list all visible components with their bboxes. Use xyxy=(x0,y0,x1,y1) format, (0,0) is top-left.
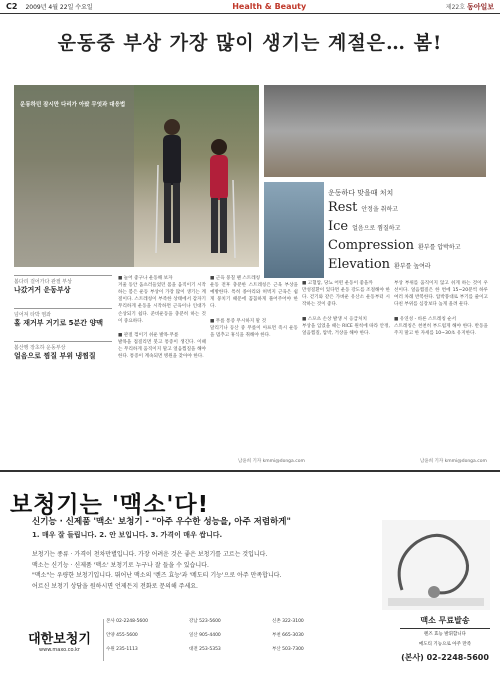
feature-line: 메도티 기능으로 아주 만족 xyxy=(418,641,472,647)
section-name: Health & Beauty xyxy=(232,2,307,11)
brand-url[interactable]: www.maxo.co.kr xyxy=(39,646,80,653)
contact-item: 본사 02-2248-5600 xyxy=(106,619,149,624)
article-column-1: ■ 늘어 좋구나 운동해 보자 겨울 동안 움츠러들었던 몸을 움직이기 시작하는 봄은 운동 부상이 가장 많이 생기는 계절이다. 스트레칭이 부족한 상태에서 갑자기 무리하게 운동을 시작하면 근육이나 인대가 손상되기 쉽다. 준비운동을 충분히 하는 것이 중요하다. ■ 관절 꺾이기 쉬운 발목·무릎 발목을 접질리면 붓고 통증이 생긴다. 이때는 무리하게 움직이지 말고 얼음찜질을 해야 한다. 통증이 계속되면 병원을 찾아야 한다. xyxy=(118,276,206,360)
photo-caption: 운동하던 잠시만 다리가 아팠 무엇과 대응법 xyxy=(20,102,126,108)
contact-item: 부천 665-3030 xyxy=(272,633,304,638)
contact-item: 부산 503-7300 xyxy=(272,647,304,652)
main-photo xyxy=(14,85,259,267)
article-column-3: ■ 고혈압, 당뇨 어떤 운동이 좋을까 만성질환이 있다면 운동 강도를 조절해야 한다. 걷기와 같은 가벼운 유산소 운동부터 시작하는 것이 좋다. ■ 스포츠 손상 발생 시 응급처치 부상을 입었을 때는 RICE 원칙에 따라 안정, 얼음찜질, 압박, 거상을 해야 한다. xyxy=(302,281,390,336)
photo-caption-overlay xyxy=(14,85,134,267)
sidebar-item: 넘어져 타박 염좌 홀 재거부 거기로 5분간 양맥 xyxy=(14,308,112,329)
contact-item: 수원 235-1113 xyxy=(106,647,138,652)
walker-figure-icon xyxy=(202,135,236,260)
rice-item: Compression 환부를 압박하고 xyxy=(328,238,461,253)
issue-number: 제22호 xyxy=(445,3,466,11)
rice-item: Ice 얼음으로 찜질하고 xyxy=(328,219,401,234)
feature-line: 렌즈 효능 발휘합니다 xyxy=(424,632,466,637)
paper-info xyxy=(446,2,494,12)
brand-name: 대한보청기 xyxy=(28,631,91,647)
ad-logo xyxy=(16,619,104,661)
paper-name: 동아일보 xyxy=(466,2,494,11)
ad-free-consult xyxy=(400,615,490,663)
hq-phone: (본사) 02-2248-5600 xyxy=(401,652,489,662)
issue-date: 2009년 4월 22일 수요일 xyxy=(25,4,93,11)
article-column-2: ■ 근육 뭉칠 땐 스트레칭 운동 전후 충분한 스트레칭은 근육 부상을 예방한다. 특히 종아리와 허벅지 근육은 쉽게 뭉치기 때문에 꼼꼼하게 풀어주어야 한다. ■ 무릎 통증 무시하지 말 것 달리기나 등산 중 무릎이 아프면 즉시 운동을 멈추고 휴식을 취해야 한다. xyxy=(210,276,298,338)
page-header xyxy=(0,0,500,14)
ad-contacts xyxy=(106,619,351,661)
gym-photo xyxy=(264,85,486,177)
rice-item: Rest 안정을 취하고 xyxy=(328,200,399,215)
sidebar-item: 봄산행 장초하 운동부상 얼음으로 찜질 부위 냉찜질 xyxy=(14,341,112,362)
ad-title: 보청기는 '맥소'다! xyxy=(10,492,210,518)
contact-item: 대전 253-5353 xyxy=(189,647,221,652)
contact-item: 강남 523-5600 xyxy=(189,619,221,624)
ad-subtitle: 신기능 · 신제품 '맥소' 보청기 - "아주 우수한 성능을, 아주 저렴하게" xyxy=(32,517,291,527)
headline: 운동중 부상 가장 많이 생기는 계절은… 봄! xyxy=(57,32,443,54)
contact-item: 안양 455-5600 xyxy=(106,633,138,638)
page-number: C2 xyxy=(6,2,18,11)
hearing-aid-graphic-icon xyxy=(382,520,490,610)
rice-list xyxy=(328,200,488,276)
rice-title: 운동하다 맞을때 처치 xyxy=(328,189,394,197)
contact-item: 신촌 322-3100 xyxy=(272,619,304,624)
byline: 남윤희 기자 kmmi@donga.com xyxy=(420,459,487,464)
free-consult-label: 맥소 무료발송 xyxy=(400,615,490,629)
ad-body: 보청기는 종류 · 가격이 천차만별입니다. 가장 어려운 것은 좋은 보청기를 고르는 것입니다. 맥소는 신기능 · 신제품 '맥소' 보청기로 누구나 잘 들을 수 있습니다. "맥소"는 우량한 보청기입니다. 뛰어난 맥소의 '렌즈 효능'과 '메도티 기능'으로 아주 만족합니다. 어르신 보청기 상담을 원하시면 언제든지 전화로 문의해 주세요. xyxy=(32,551,282,590)
ad-points: 1. 매우 잘 들립니다. 2. 안 보입니다. 3. 가격이 매우 쌉니다. xyxy=(32,531,223,539)
sidebar-item: 봄다리 걸어가다 관절 부상 나갔거거 운동부상 xyxy=(14,275,112,296)
walker-figure-icon xyxy=(154,115,190,255)
sidebar-tips xyxy=(14,275,112,373)
byline: 남윤희 기자 kmmi@donga.com xyxy=(238,459,305,464)
rice-photo xyxy=(264,182,324,278)
rice-item: Elevation 환부를 높여라 xyxy=(328,257,431,272)
contact-item: 일산 905-4400 xyxy=(189,633,221,638)
article-column-4: 부상 부위를 움직이지 않고 쉬게 하는 것이 우선이다. 얼음찜질은 한 번에 15~20분씩 하루 여러 차례 반복한다. 압박붕대로 부기를 줄이고 다친 부위를 심장보다 높게 올려 둔다. ■ 유연성 - 바른 스트레칭 순서 스트레칭은 천천히 부드럽게 해야 한다. 반동을 주지 말고 한 자세를 10~30초 유지한다. xyxy=(394,281,488,336)
